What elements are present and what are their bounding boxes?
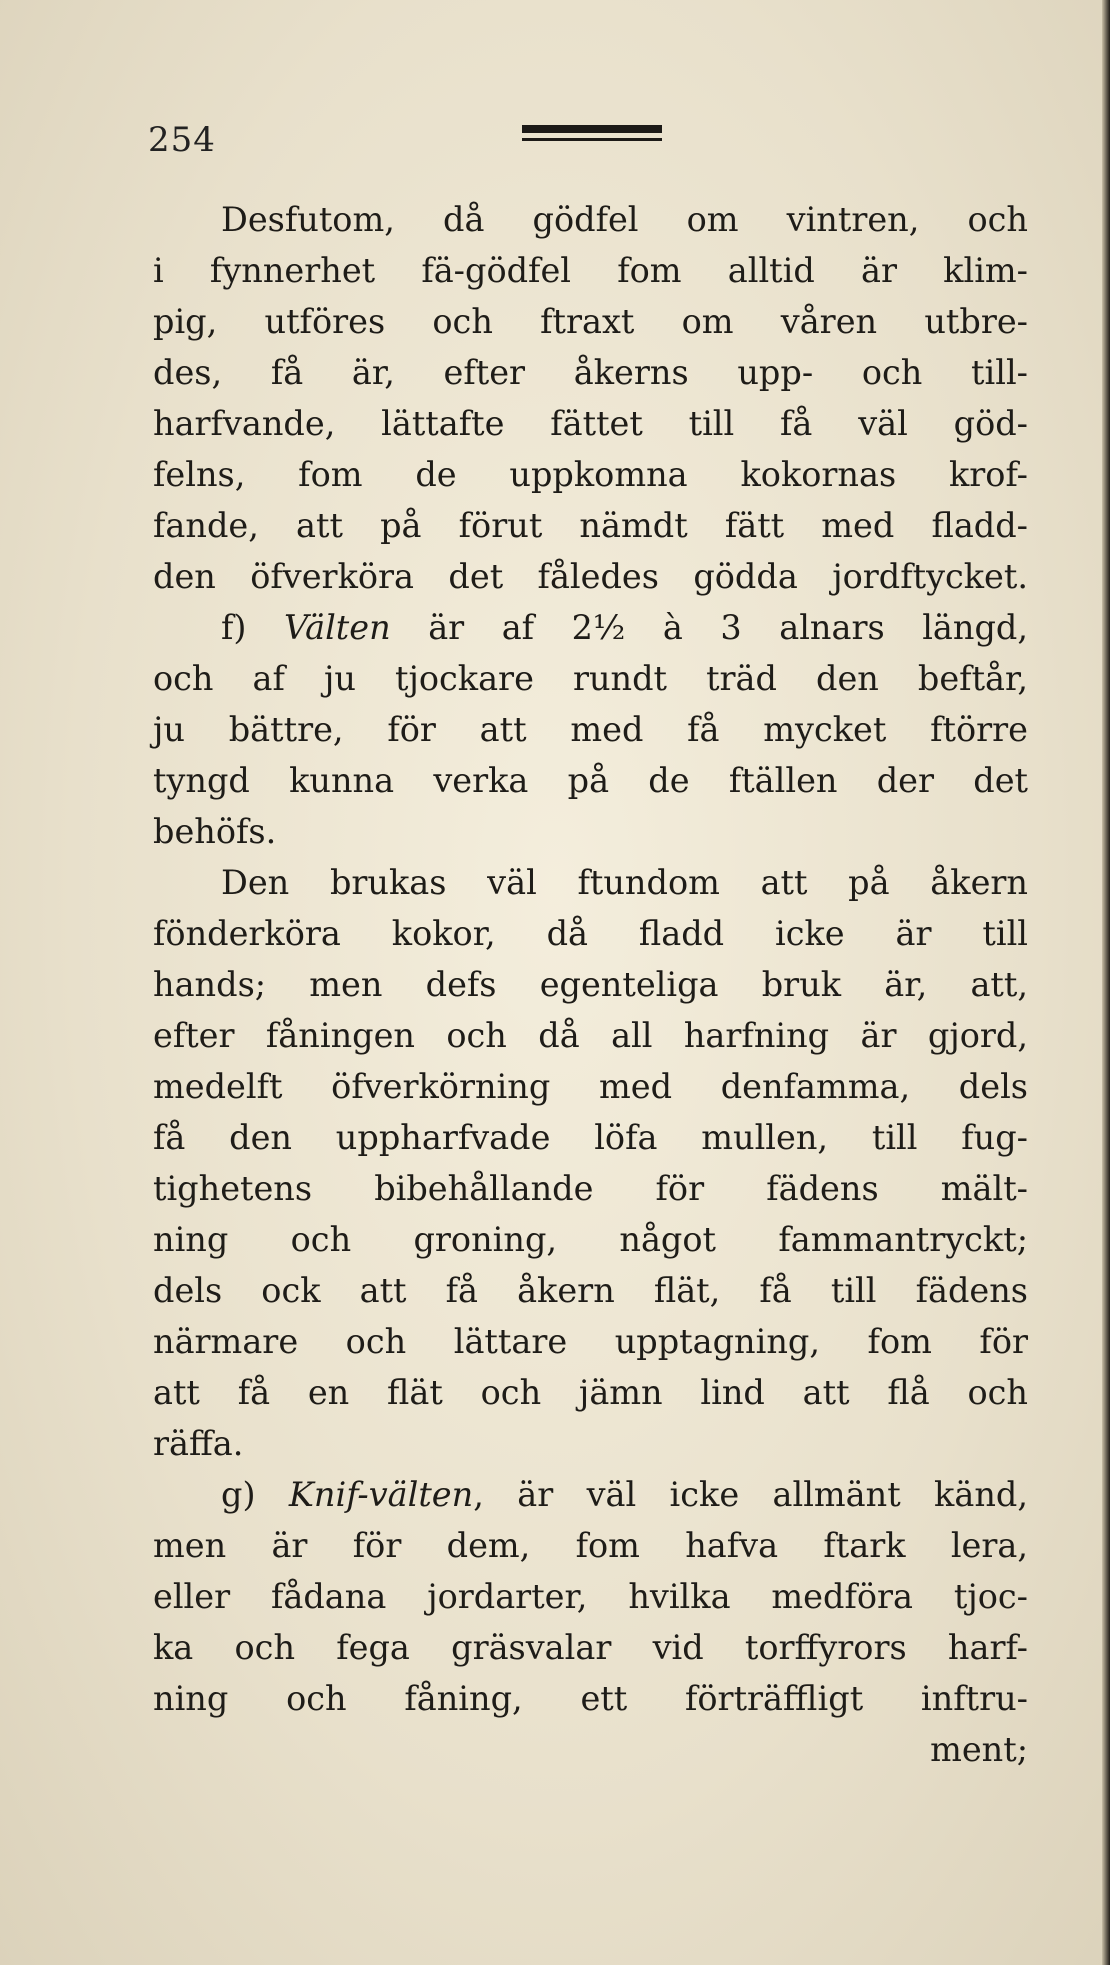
text-line-italic-term: g) Knif-välten, är väl icke allmänt känd, [221,1475,1028,1514]
text-line: harfvande, lättafte fättet till få väl göd- [153,404,1028,443]
header-rule-ornament [522,125,662,147]
text-line: ka och fega gräsvalar vid torffyrors harf- [153,1628,1028,1667]
text-line: ju bättre, för att med få mycket ftörre [153,710,1028,749]
text-line: fönderköra kokor, då fladd icke är till [153,914,1028,953]
text-line: Den brukas väl ftundom att på åkern [221,863,1028,902]
text-line: behöfs. [153,812,277,851]
text-line: felns, fom de uppkomna kokornas krof- [153,455,1028,494]
text-line: tyngd kunna verka på de ftällen der det [153,761,1028,800]
text-line: medelft öfverkörning med denfamma, dels [153,1067,1028,1106]
text-line: des, få är, efter åkerns upp- och till- [153,353,1028,392]
text-line-italic-term: f) Välten är af 2½ à 3 alnars längd, [221,608,1028,647]
text-line: få den uppharfvade löfa mullen, till fug- [153,1118,1028,1157]
italic-term: Knif-välten [288,1475,474,1514]
text-line: närmare och lättare upptagning, fom för [153,1322,1028,1361]
text-line: ning och fåning, ett förträffligt inftru- [153,1679,1028,1718]
text-line: pig, utföres och ftraxt om våren utbre- [153,302,1028,341]
page-edge-shadow [1102,0,1110,1965]
text-line: efter fåningen och då all harfning är gjord, [153,1016,1028,1055]
italic-term: Välten [284,608,391,647]
text-line: Desfutom, då gödfel om vintren, och [221,200,1028,239]
header-rule-thick [522,125,662,133]
text-line: ning och groning, något fammantryckt; [153,1220,1028,1259]
body-text [153,194,1028,1775]
catchword: ment; [930,1730,1028,1769]
text-line: dels ock att få åkern flät, få till fädens [153,1271,1028,1310]
text-line: den öfverköra det fåledes gödda jordftycket. [153,557,1028,596]
text-line: tighetens bibehållande för fädens mält- [153,1169,1028,1208]
page-number: 254 [148,120,216,160]
header-rule-thin [522,138,662,141]
text-line: i fynnerhet fä-gödfel fom alltid är klim- [153,251,1028,290]
text-line: men är för dem, fom hafva ftark lera, [153,1526,1028,1565]
text-line: eller fådana jordarter, hvilka medföra tjoc- [153,1577,1028,1616]
text-line: hands; men defs egenteliga bruk är, att, [153,965,1028,1004]
text-line: att få en flät och jämn lind att flå och [153,1373,1028,1412]
text-line: räffa. [153,1424,244,1463]
text-line: och af ju tjockare rundt träd den beftår, [153,659,1028,698]
text-line: fande, att på förut nämdt fätt med fladd- [153,506,1028,545]
